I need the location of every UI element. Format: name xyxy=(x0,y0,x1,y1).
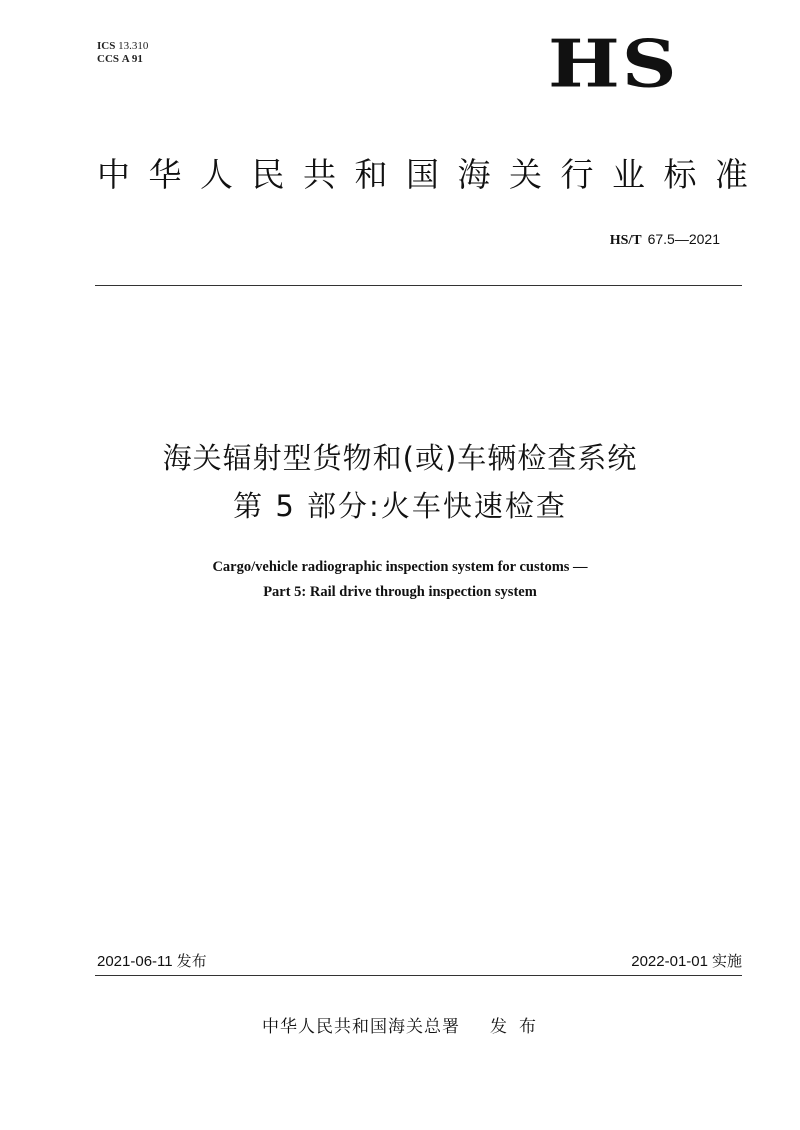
title-cn-line-1: 海关辐射型货物和(或)车辆检查系统 xyxy=(162,441,638,475)
bottom-divider xyxy=(95,975,742,976)
standard-number xyxy=(610,230,720,250)
title-en-line-2: Part 5: Rail drive through inspection system xyxy=(263,584,537,600)
publisher xyxy=(262,1016,548,1038)
implementation-date-label: 实施 xyxy=(711,952,742,970)
ics-code xyxy=(97,40,148,53)
standard-number-prefix: HS/T xyxy=(609,233,642,248)
classification-codes xyxy=(97,40,148,66)
ics-label: ICS xyxy=(97,40,116,52)
ics-value: 13.310 xyxy=(118,40,149,52)
title-en-line-1: Cargo/vehicle radiographic inspection system for customs — xyxy=(212,559,588,575)
release-date-label: 发布 xyxy=(176,952,207,970)
top-divider xyxy=(95,285,742,286)
title-cn-line-2: 第 5 部分:火车快速检查 xyxy=(233,489,567,523)
ccs-code xyxy=(97,53,148,66)
implementation-date xyxy=(631,951,742,972)
ccs-value: A 91 xyxy=(121,53,143,65)
ccs-label: CCS xyxy=(97,53,120,65)
standard-type-heading: 中华人民共和国海关行业标准 xyxy=(97,155,767,194)
release-date-value: 2021-06-11 xyxy=(97,953,173,970)
implementation-date-value: 2022-01-01 xyxy=(631,953,708,970)
publisher-name: 中华人民共和国海关总署 xyxy=(262,1017,460,1037)
release-date xyxy=(97,951,207,972)
standard-number-value: 67.5—2021 xyxy=(647,231,720,247)
publisher-action: 发布 xyxy=(490,1017,548,1037)
hs-logo: HS xyxy=(548,25,679,102)
